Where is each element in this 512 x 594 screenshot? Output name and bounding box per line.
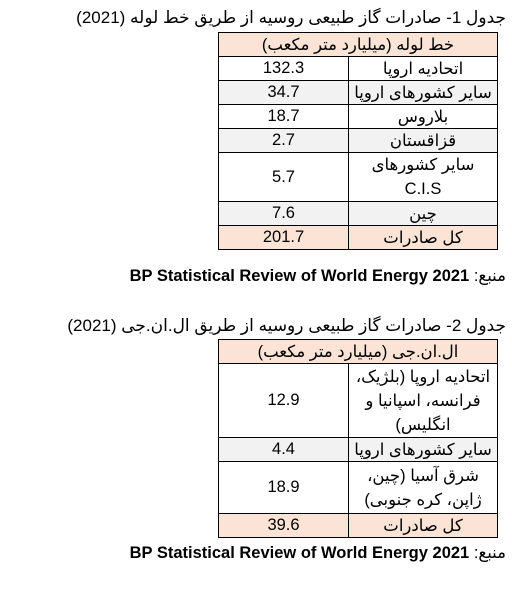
row-value: 5.7 — [219, 153, 349, 202]
row-label: شرق آسیا (چین، ژاپن، کره جنوبی) — [349, 462, 498, 514]
total-label: کل صادرات — [349, 226, 498, 250]
table1-source — [130, 266, 506, 286]
table2-caption: جدول 2- صادرات گاز طبیعی روسیه از طریق ال.ان.جی (2021) — [67, 316, 506, 335]
row-label: سایر کشورهای C.I.S — [349, 153, 498, 202]
row-label: اتحادیه اروپا (بلژیک، فرانسه، اسپانیا و انگلیس) — [349, 364, 498, 438]
total-row — [219, 226, 498, 250]
table-row — [219, 364, 498, 438]
row-label: سایر کشورهای اروپا — [349, 438, 498, 462]
table2-source — [130, 543, 506, 563]
table1-header: خط لوله (میلیارد متر مکعب) — [219, 33, 498, 57]
total-label: کل صادرات — [349, 514, 498, 538]
total-value: 201.7 — [219, 226, 349, 250]
row-value: 18.9 — [219, 462, 349, 514]
table-row — [219, 153, 498, 202]
table1 — [218, 32, 498, 250]
table-row — [219, 81, 498, 105]
table2 — [218, 339, 498, 538]
table-row — [219, 129, 498, 153]
row-value: 12.9 — [219, 364, 349, 438]
row-label: چین — [349, 202, 498, 226]
source-text: BP Statistical Review of World Energy 2021 — [129, 267, 470, 285]
source-text: BP Statistical Review of World Energy 2021 — [129, 544, 470, 562]
row-label: بلاروس — [349, 105, 498, 129]
row-value: 7.6 — [219, 202, 349, 226]
source-prefix: منبع: — [473, 544, 506, 562]
row-value: 18.7 — [219, 105, 349, 129]
row-value: 34.7 — [219, 81, 349, 105]
row-label: قزاقستان — [349, 129, 498, 153]
row-value: 2.7 — [219, 129, 349, 153]
table-row — [219, 462, 498, 514]
total-value: 39.6 — [219, 514, 349, 538]
row-label: اتحادیه اروپا — [349, 57, 498, 81]
total-row — [219, 514, 498, 538]
table-row — [219, 438, 498, 462]
table-row — [219, 202, 498, 226]
source-prefix: منبع: — [473, 267, 506, 285]
row-label: سایر کشورهای اروپا — [349, 81, 498, 105]
table-row — [219, 105, 498, 129]
table2-header: ال.ان.جی (میلیارد متر مکعب) — [219, 340, 498, 364]
row-value: 4.4 — [219, 438, 349, 462]
table-row — [219, 57, 498, 81]
row-value: 132.3 — [219, 57, 349, 81]
table1-caption: جدول 1- صادرات گاز طبیعی روسیه از طریق خط لوله (2021) — [76, 8, 506, 27]
